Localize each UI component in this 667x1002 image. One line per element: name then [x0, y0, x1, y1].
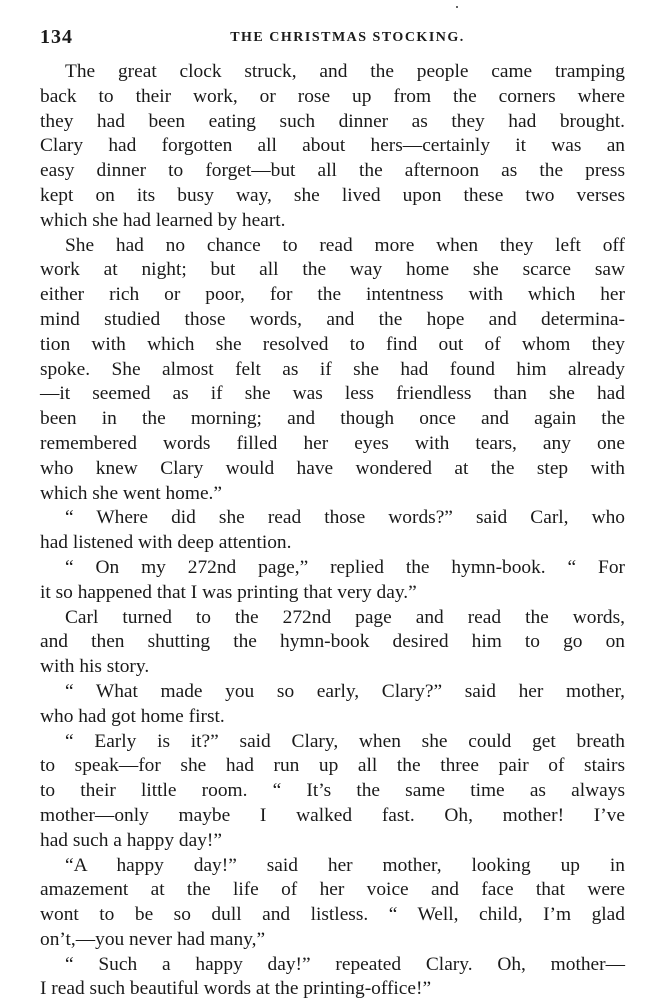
text-line: they had been eating such dinner as they had brought. — [40, 110, 625, 132]
text-line: “A happy day!” said her mother, looking up in — [65, 854, 625, 876]
text-line: amazement at the life of her voice and face that were — [40, 879, 625, 901]
text-line: on’t,—you never had many,” — [40, 928, 266, 950]
body-text — [40, 60, 625, 1002]
paragraph — [40, 953, 625, 1002]
text-line: had such a happy day!” — [40, 829, 222, 851]
text-line: spoke. She almost felt as if she had found him already — [40, 358, 625, 380]
text-line: it so happened that I was printing that very day.” — [40, 581, 417, 603]
paragraph — [40, 556, 625, 606]
text-line: Clary had forgotten all about hers—certainly it was an — [40, 135, 625, 157]
text-line: —it seemed as if she was less friendless than she had — [40, 383, 625, 405]
print-speck — [456, 6, 458, 8]
text-line: kept on its busy way, she lived upon these two verses — [40, 184, 625, 206]
text-line: “ Such a happy day!” repeated Clary. Oh, mother— — [65, 953, 625, 975]
text-line: who knew Clary would have wondered at the step with — [40, 457, 625, 479]
paragraph — [40, 680, 625, 730]
text-line: which she went home.” — [40, 482, 223, 504]
text-line: who had got home first. — [40, 705, 225, 727]
text-line: with his story. — [40, 656, 150, 678]
paragraph — [40, 606, 625, 680]
text-line: to speak—for she had run up all the three pair of stairs — [40, 755, 625, 777]
text-line: either rich or poor, for the intentness with which her — [40, 284, 625, 306]
paragraph — [40, 234, 625, 507]
text-line: been in the morning; and though once and again the — [40, 408, 625, 430]
page-number: 134 — [40, 26, 73, 48]
text-line: and then shutting the hymn-book desired him to go on — [40, 631, 625, 653]
text-line: back to their work, or rose up from the corners where — [40, 85, 625, 107]
text-line: She had no chance to read more when they left off — [65, 234, 625, 256]
text-line: tion with which she resolved to find out of whom they — [40, 333, 625, 355]
text-line: “ What made you so early, Clary?” said her mother, — [65, 680, 625, 702]
page-header — [40, 26, 625, 52]
text-line: wont to be so dull and listless. “ Well, child, I’m glad — [40, 904, 625, 926]
text-line: “ On my 272nd page,” replied the hymn-book. “ For — [65, 556, 625, 578]
paragraph — [40, 730, 625, 854]
text-line: to their little room. “ It’s the same time as always — [40, 780, 625, 802]
text-line: “ Early is it?” said Clary, when she could get breath — [65, 730, 625, 752]
running-title: THE CHRISTMAS STOCKING. — [230, 30, 465, 45]
text-line: work at night; but all the way home she scarce saw — [40, 259, 625, 281]
text-line: had listened with deep attention. — [40, 532, 292, 554]
text-line: which she had learned by heart. — [40, 209, 286, 231]
text-line: “ Where did she read those words?” said Carl, who — [65, 507, 625, 529]
text-line: mind studied those words, and the hope and determina- — [40, 308, 625, 330]
text-line: Carl turned to the 272nd page and read the words, — [65, 606, 625, 628]
text-line: I read such beautiful words at the printing-office!” — [40, 978, 432, 1000]
text-line: mother—only maybe I walked fast. Oh, mother! I’ve — [40, 804, 625, 826]
text-line: The great clock struck, and the people came tramping — [65, 61, 625, 82]
paragraph — [40, 506, 625, 556]
text-line: remembered words filled her eyes with tears, any one — [40, 432, 625, 454]
paragraph — [40, 60, 625, 234]
text-line: easy dinner to forget—but all the afternoon as the press — [40, 160, 625, 182]
paragraph — [40, 854, 625, 953]
